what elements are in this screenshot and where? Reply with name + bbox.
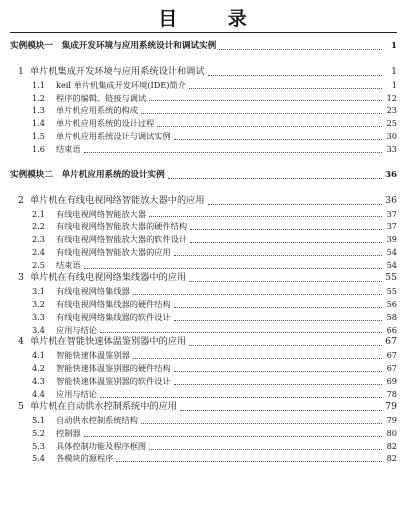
toc-section-entry[interactable] — [10, 117, 397, 130]
toc-page-number: 37 — [386, 221, 397, 232]
toc-entry-title — [32, 414, 138, 427]
toc-entry-label: 应用与结论 — [56, 389, 97, 400]
toc-entry-label: 单片机应用系统设计与调试实例 — [56, 131, 171, 142]
toc-entry-title — [32, 208, 146, 221]
toc-entry-number: 2.5 — [32, 260, 46, 271]
toc-entry-number: 2.1 — [32, 208, 46, 219]
toc-dot-leader — [208, 203, 382, 205]
toc-entry-number: 1.6 — [32, 144, 46, 155]
toc-section-entry[interactable] — [10, 311, 397, 324]
toc-dot-leader — [189, 280, 382, 282]
toc-entry-title — [32, 117, 154, 130]
toc-entry-label: 具体控制功能及程序框图 — [56, 440, 147, 451]
toc-entry-title — [32, 92, 146, 105]
toc-section-entry[interactable] — [10, 427, 397, 440]
toc-spacer — [10, 156, 397, 169]
toc-entry-title — [18, 272, 186, 285]
toc-entry-title — [18, 401, 177, 414]
toc-entry-number: 1.2 — [32, 92, 46, 103]
toc-entry-title — [32, 220, 187, 233]
page-title: 目 录 — [158, 8, 269, 30]
toc-section-entry[interactable] — [10, 233, 397, 246]
toc-page-number: 58 — [386, 311, 397, 322]
toc-entry-label: 智能快速体温鉴别器的硬件结构 — [56, 363, 171, 374]
toc-entry-title — [32, 349, 130, 362]
toc-entry-title — [32, 362, 171, 375]
toc-dot-leader — [84, 267, 382, 269]
toc-entry-number: 3 — [18, 272, 24, 284]
toc-page-number: 79 — [385, 400, 397, 412]
toc-section-entry[interactable] — [10, 414, 397, 427]
toc-entry-title — [32, 427, 81, 440]
toc-entry-label: 自动供水控制系统结构 — [56, 414, 138, 425]
toc-page-number: 1 — [391, 65, 397, 77]
toc-entry-title — [32, 259, 81, 272]
toc-entry-label: 结束语 — [56, 144, 81, 155]
toc-chapter-entry[interactable] — [10, 401, 397, 414]
toc-section-entry[interactable] — [10, 285, 397, 298]
toc-chapter-entry[interactable] — [10, 272, 397, 285]
toc-page-number: 33 — [386, 144, 397, 155]
toc-entry-title — [32, 246, 171, 259]
toc-entry-label: 有线电视网络智能放大器的应用 — [56, 247, 171, 258]
toc-entry-title — [32, 104, 138, 117]
toc-dot-leader — [100, 331, 382, 333]
toc-entry-label: 单片机集成开发环境与应用系统设计和调试 — [30, 65, 205, 77]
toc-entry-number: 5.1 — [32, 414, 46, 425]
toc-section-entry[interactable] — [10, 208, 397, 221]
toc-dot-leader — [208, 74, 382, 76]
toc-entry-number: 4 — [18, 336, 24, 348]
toc-entry-number: 1.1 — [32, 79, 46, 90]
toc-dot-leader — [190, 228, 382, 230]
toc-page-number: 67 — [386, 363, 397, 374]
toc-entry-number: 3.2 — [32, 298, 46, 309]
toc-entry-label: 各模块的源程序 — [56, 453, 114, 464]
toc-entry-label: 单片机在智能快速体温鉴别器中的应用 — [30, 336, 187, 348]
toc-dot-leader — [157, 125, 382, 127]
toc-section-entry[interactable] — [10, 375, 397, 388]
toc-list — [10, 40, 397, 465]
toc-page-number: 69 — [386, 376, 397, 387]
toc-chapter-entry[interactable] — [10, 336, 397, 349]
toc-dot-leader — [116, 460, 382, 462]
toc-entry-title — [32, 79, 186, 92]
toc-entry-label: 控制器 — [56, 427, 81, 438]
toc-dot-leader — [149, 215, 382, 217]
toc-dot-leader — [174, 254, 382, 256]
toc-section-entry[interactable] — [10, 298, 397, 311]
toc-dot-leader — [133, 357, 382, 359]
toc-section-entry[interactable] — [10, 104, 397, 117]
toc-dot-leader — [174, 370, 382, 372]
toc-section-entry[interactable] — [10, 79, 397, 92]
toc-page-number: 82 — [386, 453, 397, 464]
toc-entry-title — [32, 375, 171, 388]
toc-section-entry[interactable] — [10, 259, 397, 272]
toc-dot-leader — [133, 293, 382, 295]
toc-dot-leader — [149, 99, 382, 101]
toc-entry-label: 结束语 — [56, 260, 81, 271]
toc-entry-label: 有线电视网络集线器的软件设计 — [56, 311, 171, 322]
toc-section-entry[interactable] — [10, 92, 397, 105]
toc-entry-number: 4.2 — [32, 363, 46, 374]
toc-section-entry[interactable] — [10, 143, 397, 156]
toc-section-entry[interactable] — [10, 324, 397, 337]
toc-entry-label: 实例模块二 单片机应用系统的设计实例 — [10, 169, 165, 180]
toc-page-number: 1 — [391, 79, 397, 90]
toc-dot-leader — [174, 138, 382, 140]
toc-entry-number: 5.2 — [32, 427, 46, 438]
toc-entry-number: 2.2 — [32, 221, 46, 232]
toc-page-number: 12 — [386, 92, 397, 103]
toc-page-number: 36 — [385, 194, 397, 206]
toc-page-number: 54 — [386, 260, 397, 271]
toc-dot-leader — [141, 422, 382, 424]
toc-page-number: 66 — [386, 324, 397, 335]
toc-dot-leader — [180, 409, 382, 411]
toc-entry-title — [32, 298, 171, 311]
toc-entry-title — [32, 233, 187, 246]
toc-dot-leader — [219, 48, 382, 50]
toc-entry-title — [32, 440, 146, 453]
toc-dot-leader — [189, 344, 382, 346]
toc-entry-label: 智能快速体温鉴别器的软件设计 — [56, 376, 171, 387]
toc-page-number: 67 — [386, 350, 397, 361]
toc-entry-title — [32, 388, 97, 401]
toc-entry-number: 4.3 — [32, 376, 46, 387]
toc-entry-title — [10, 169, 165, 182]
toc-entry-label: 智能快速体温鉴别器 — [56, 350, 130, 361]
toc-dot-leader — [189, 87, 382, 89]
toc-entry-number: 2 — [18, 194, 24, 206]
toc-page-number: 55 — [385, 272, 397, 284]
toc-page-number: 1 — [391, 40, 397, 51]
toc-entry-label: 有线电视网络集线器的硬件结构 — [56, 298, 171, 309]
toc-entry-label: 单片机在有线电视网络智能放大器中的应用 — [30, 194, 205, 206]
toc-page-number: 37 — [386, 208, 397, 219]
toc-section-entry[interactable] — [10, 130, 397, 143]
toc-entry-number: 4.1 — [32, 350, 46, 361]
toc-section-entry[interactable] — [10, 453, 397, 466]
toc-dot-leader — [174, 319, 382, 321]
toc-dot-leader — [84, 151, 382, 153]
toc-dot-leader — [149, 448, 382, 450]
toc-entry-title — [18, 195, 205, 208]
toc-page-number: 79 — [386, 414, 397, 425]
toc-entry-label: 有线电视网络智能放大器的软件设计 — [56, 234, 188, 245]
toc-chapter-entry[interactable] — [10, 66, 397, 79]
toc-entry-title — [10, 40, 216, 53]
toc-entry-title — [32, 324, 97, 337]
toc-page-number: 36 — [385, 169, 397, 180]
toc-entry-title — [32, 311, 171, 324]
toc-entry-number: 1.3 — [32, 105, 46, 116]
toc-entry-number: 1 — [18, 65, 24, 77]
toc-page-number: 80 — [386, 427, 397, 438]
toc-entry-title — [32, 285, 130, 298]
toc-entry-number: 3.3 — [32, 311, 46, 322]
toc-spacer — [10, 53, 397, 66]
toc-entry-title — [32, 130, 171, 143]
toc-entry-label: 有线电视网络集线器 — [56, 285, 130, 296]
toc-page-number: 56 — [386, 298, 397, 309]
toc-dot-leader — [100, 396, 382, 398]
toc-entry-title — [32, 143, 81, 156]
toc-page-number: 39 — [386, 234, 397, 245]
toc-module-entry[interactable] — [10, 169, 397, 182]
toc-chapter-entry[interactable] — [10, 195, 397, 208]
toc-entry-number: 4.4 — [32, 389, 46, 400]
toc-section-entry[interactable] — [10, 388, 397, 401]
toc-entry-title — [32, 452, 113, 465]
toc-entry-number: 1.5 — [32, 131, 46, 142]
toc-dot-leader — [84, 435, 382, 437]
toc-entry-label: 有线电视网络智能放大器 — [56, 208, 147, 219]
toc-page-number: 82 — [386, 440, 397, 451]
toc-section-entry[interactable] — [10, 246, 397, 259]
toc-entry-number: 3.1 — [32, 285, 46, 296]
toc-entry-label: 单片机在自动供水控制系统中的应用 — [30, 400, 177, 412]
toc-page-number: 78 — [386, 389, 397, 400]
toc-entry-number: 5.4 — [32, 453, 46, 464]
toc-section-entry[interactable] — [10, 220, 397, 233]
toc-page-number: 55 — [386, 285, 397, 296]
toc-page-number: 67 — [385, 336, 397, 348]
toc-dot-leader — [174, 306, 382, 308]
toc-entry-number: 3.4 — [32, 324, 46, 335]
toc-entry-label: keil 单片机集成开发环境(IDE)简介 — [56, 79, 186, 90]
toc-entry-number: 1.4 — [32, 118, 46, 129]
toc-dot-leader — [174, 383, 382, 385]
toc-section-entry[interactable] — [10, 440, 397, 453]
toc-entry-number: 5 — [18, 400, 24, 412]
toc-entry-label: 实例模块一 集成开发环境与应用系统设计和调试实例 — [10, 40, 217, 51]
toc-entry-label: 单片机在有线电视网络集线器中的应用 — [30, 272, 187, 284]
toc-entry-label: 单片机应用系统的设计过程 — [56, 118, 155, 129]
toc-entry-label: 单片机应用系统的构成 — [56, 105, 138, 116]
toc-page-number: 54 — [386, 247, 397, 258]
toc-page-number: 30 — [386, 131, 397, 142]
toc-entry-label: 有线电视网络智能放大器的硬件结构 — [56, 221, 188, 232]
toc-page-number: 23 — [386, 105, 397, 116]
toc-entry-label: 应用与结论 — [56, 324, 97, 335]
toc-dot-leader — [190, 241, 382, 243]
toc-section-entry[interactable] — [10, 362, 397, 375]
toc-entry-title — [18, 66, 205, 79]
toc-entry-number: 2.4 — [32, 247, 46, 258]
toc-entry-number: 5.3 — [32, 440, 46, 451]
toc-spacer — [10, 182, 397, 195]
toc-dot-leader — [141, 112, 382, 114]
toc-entry-label: 程序的编辑、链接与调试 — [56, 92, 147, 103]
toc-entry-number: 2.3 — [32, 234, 46, 245]
title-rule — [10, 32, 397, 33]
toc-page-number: 25 — [386, 118, 397, 129]
toc-section-entry[interactable] — [10, 349, 397, 362]
toc-dot-leader — [168, 177, 382, 179]
toc-module-entry[interactable] — [10, 40, 397, 53]
toc-entry-title — [18, 336, 186, 349]
